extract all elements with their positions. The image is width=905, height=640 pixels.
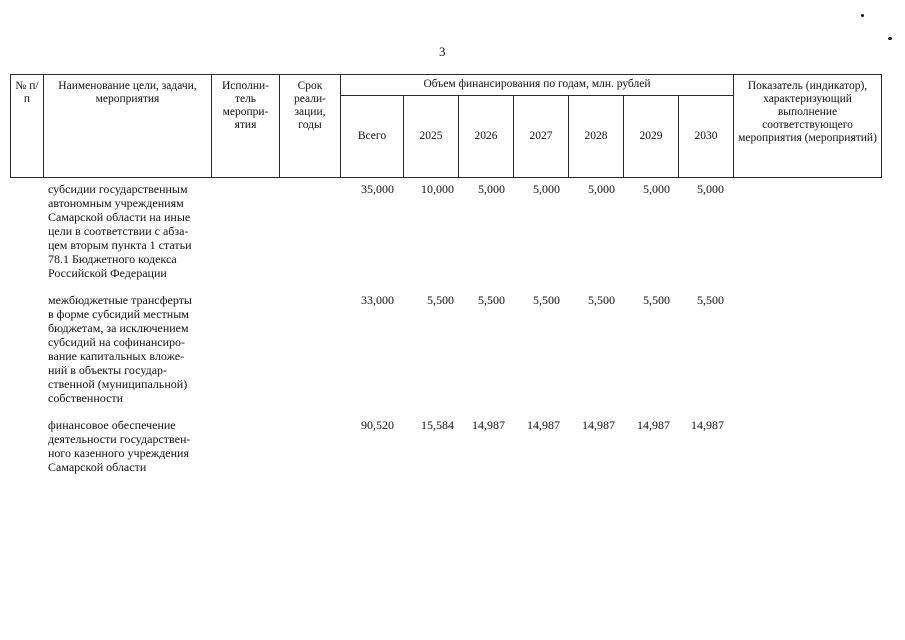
- header-period: Срок реали-зации, годы: [280, 75, 341, 178]
- description-line: ний в объекты государ-: [48, 363, 168, 377]
- header-num: № п/п: [11, 75, 44, 178]
- value-2028: 5,500: [588, 293, 615, 307]
- header-col-2029: 2029: [624, 96, 679, 178]
- value-2028: 14,987: [582, 418, 615, 432]
- header-financing: Объем финансирования по годам, млн. рублей: [341, 75, 734, 96]
- description-line: автономным учреждениям: [48, 196, 184, 210]
- value-total: 35,000: [361, 182, 394, 196]
- scan-speck: [888, 37, 892, 40]
- header-executor: Исполни-тель меропри-ятия: [212, 75, 280, 178]
- description-line: межбюджетные трансферты: [48, 293, 192, 307]
- header-col-2030: 2030: [679, 96, 734, 178]
- value-2029: 5,500: [643, 293, 670, 307]
- value-2029: 5,000: [643, 182, 670, 196]
- table-header: [10, 74, 882, 178]
- value-2027: 14,987: [527, 418, 560, 432]
- description-line: в форме субсидий местным: [48, 307, 189, 321]
- value-2030: 5,000: [697, 182, 724, 196]
- value-2029: 14,987: [637, 418, 670, 432]
- value-2030: 14,987: [691, 418, 724, 432]
- row-description: [48, 182, 210, 280]
- description-line: субсидии государственным: [48, 182, 188, 196]
- description-line: деятельности государствен-: [48, 432, 191, 446]
- description-line: Самарской области: [48, 460, 147, 474]
- description-line: вание капитальных вложе-: [48, 349, 185, 363]
- description-line: Российской Федерации: [48, 266, 167, 280]
- description-line: бюджетам, за исключением: [48, 321, 189, 335]
- value-2030: 5,500: [697, 293, 724, 307]
- value-2025: 5,500: [427, 293, 454, 307]
- value-2026: 14,987: [472, 418, 505, 432]
- value-2028: 5,000: [588, 182, 615, 196]
- description-line: собственности: [48, 391, 124, 405]
- value-2026: 5,000: [478, 182, 505, 196]
- value-total: 33,000: [361, 293, 394, 307]
- value-2025: 10,000: [421, 182, 454, 196]
- description-line: субсидий на софинансиро-: [48, 335, 185, 349]
- description-line: Самарской области на иные: [48, 210, 191, 224]
- value-2026: 5,500: [478, 293, 505, 307]
- value-2025: 15,584: [421, 418, 454, 432]
- value-total: 90,520: [361, 418, 394, 432]
- description-line: ственной (муниципальной): [48, 377, 188, 391]
- value-2027: 5,000: [533, 182, 560, 196]
- header-name: Наименование цели, задачи, мероприятия: [44, 75, 212, 178]
- description-line: цели в соответствии с абза-: [48, 224, 189, 238]
- row-description: [48, 418, 210, 474]
- scan-speck: [861, 14, 864, 17]
- description-line: финансовое обеспечение: [48, 418, 176, 432]
- page-number: 3: [439, 44, 446, 59]
- row-description: [48, 293, 210, 405]
- description-line: цем вторым пункта 1 статьи: [48, 238, 192, 252]
- header-col-total: Всего: [341, 96, 404, 178]
- description-line: 78.1 Бюджетного кодекса: [48, 252, 177, 266]
- description-line: ного казенного учреждения: [48, 446, 189, 460]
- header-col-2025: 2025: [404, 96, 459, 178]
- header-col-2028: 2028: [569, 96, 624, 178]
- header-indicator: Показатель (индикатор), характеризующий выполнение соответствующего мероприятия (мероприятий): [734, 75, 882, 178]
- header-col-2026: 2026: [459, 96, 514, 178]
- header-col-2027: 2027: [514, 96, 569, 178]
- value-2027: 5,500: [533, 293, 560, 307]
